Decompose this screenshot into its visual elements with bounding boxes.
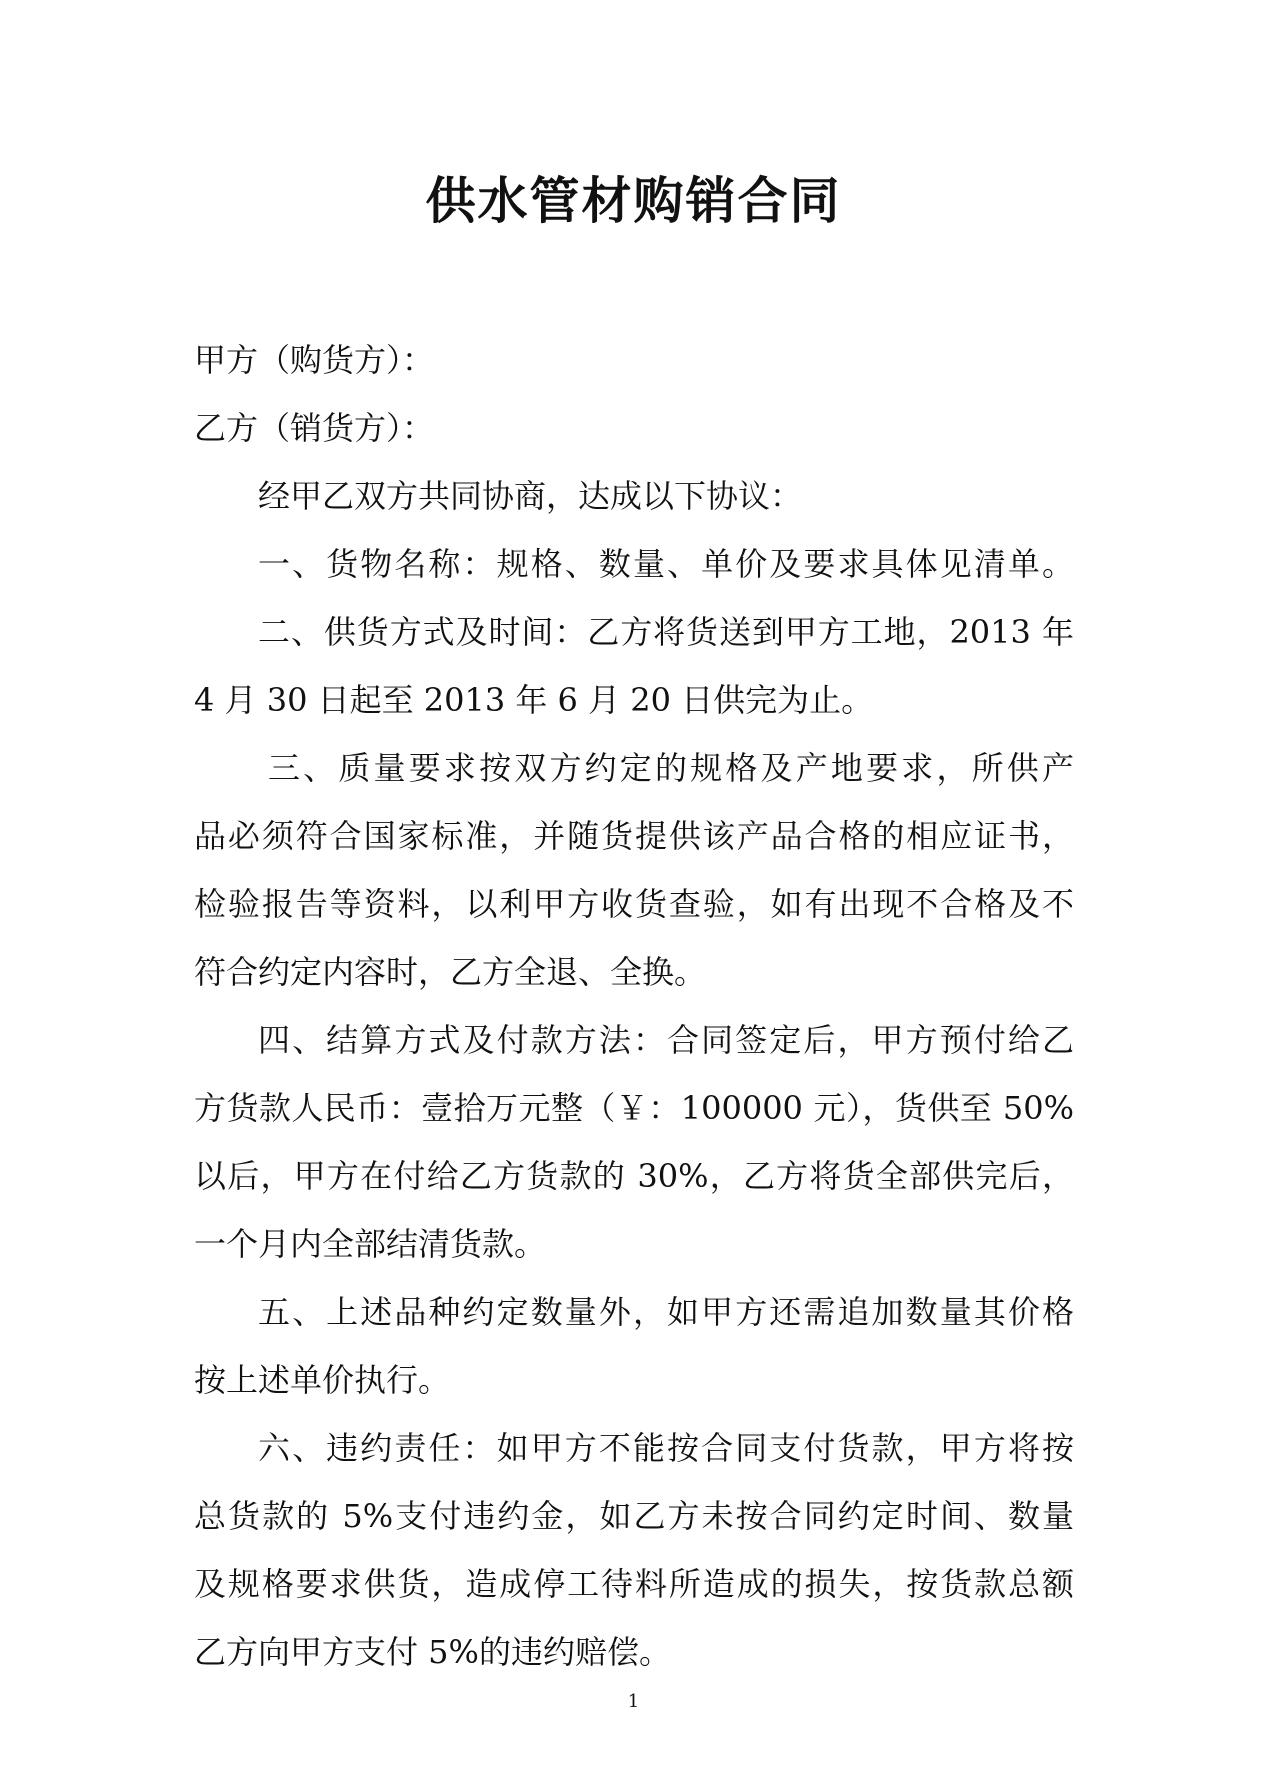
clause-1-line-1: 一、货物名称：规格、数量、单价及要求具体见清单。 <box>258 545 1074 583</box>
clause-3-line-3: 检验报告等资料，以利甲方收货查验，如有出现不合格及不 <box>194 885 1074 923</box>
party-b-line: 乙方（销货方）： <box>194 409 435 447</box>
clause-2-line-2: 4 月 30 日起至 2013 年 6 月 20 日供完为止。 <box>194 681 874 719</box>
intro-line: 经甲乙双方共同协商，达成以下协议： <box>258 477 803 515</box>
page-number: 1 <box>627 1691 640 1712</box>
clause-3-line-4: 符合约定内容时，乙方全退、全换。 <box>194 953 707 991</box>
party-a-line: 甲方（购货方）： <box>194 341 435 379</box>
clause-6-line-4: 乙方向甲方支付 5%的违约赔偿。 <box>194 1633 671 1671</box>
clause-6-line-2: 总货款的 5%支付违约金，如乙方未按合同约定时间、数量 <box>194 1497 1074 1535</box>
contract-title: 供水管材购销合同 <box>425 172 842 230</box>
clause-5-line-1: 五、上述品种约定数量外，如甲方还需追加数量其价格 <box>258 1293 1074 1331</box>
clause-3-line-2: 品必须符合国家标准，并随货提供该产品合格的相应证书， <box>194 817 1074 855</box>
clause-6-line-3: 及规格要求供货，造成停工待料所造成的损失，按货款总额 <box>194 1565 1074 1603</box>
clause-4-line-3: 以后，甲方在付给乙方货款的 30%，乙方将货全部供完后， <box>194 1157 1074 1195</box>
clause-4-line-4: 一个月内全部结清货款。 <box>194 1225 547 1263</box>
clause-5-line-2: 按上述单价执行。 <box>194 1361 451 1399</box>
clause-6-line-1: 六、违约责任：如甲方不能按合同支付货款，甲方将按 <box>258 1429 1074 1467</box>
clause-4-line-2: 方货款人民币：壹拾万元整（￥：100000 元），货供至 50% <box>194 1089 1074 1127</box>
clause-4-line-1: 四、结算方式及付款方法：合同签定后，甲方预付给乙 <box>258 1021 1074 1059</box>
clause-2-line-1: 二、供货方式及时间：乙方将货送到甲方工地，2013 年 <box>258 613 1074 651</box>
clause-3-line-1: 三、质量要求按双方约定的规格及产地要求，所供产 <box>268 749 1074 787</box>
